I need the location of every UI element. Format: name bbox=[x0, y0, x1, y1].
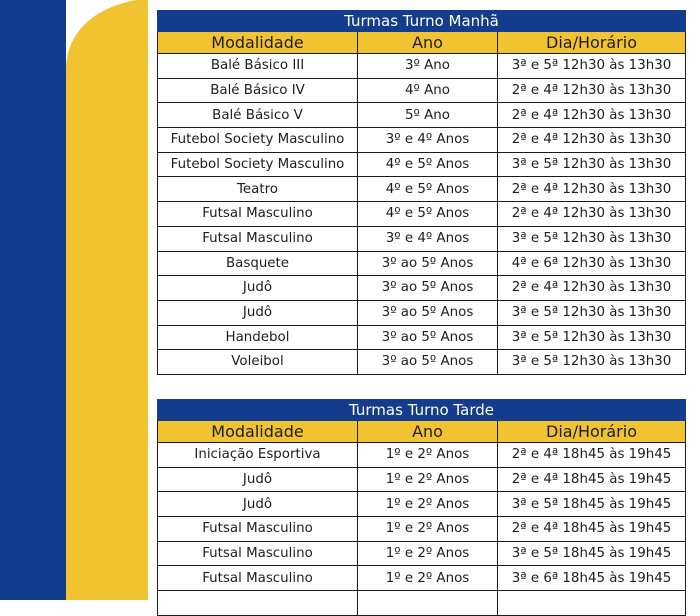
header-modalidade: Modalidade bbox=[158, 32, 358, 54]
cell-ano: 4º Ano bbox=[358, 78, 498, 103]
cell-dia-horario: 3ª e 5ª 12h30 às 13h30 bbox=[498, 300, 686, 325]
table-row bbox=[158, 443, 686, 468]
cell-dia-horario: 3ª e 5ª 18h45 às 19h45 bbox=[498, 541, 686, 566]
cell-ano: 4º e 5º Anos bbox=[358, 177, 498, 202]
cell-modalidade: Balé Básico IV bbox=[158, 78, 358, 103]
cell-ano: 5º Ano bbox=[358, 103, 498, 128]
table-row bbox=[158, 54, 686, 79]
cell-dia-horario: 3ª e 5ª 12h30 às 13h30 bbox=[498, 54, 686, 79]
cell-ano: 3º ao 5º Anos bbox=[358, 251, 498, 276]
header-dia-horario: Dia/Horário bbox=[498, 421, 686, 443]
cell-dia-horario: 3ª e 5ª 12h30 às 13h30 bbox=[498, 350, 686, 375]
header-modalidade: Modalidade bbox=[158, 421, 358, 443]
cell-dia-horario: 3ª e 5ª 12h30 às 13h30 bbox=[498, 325, 686, 350]
afternoon-table-title: Turmas Turno Tarde bbox=[158, 400, 686, 421]
cell-modalidade: Handebol bbox=[158, 325, 358, 350]
cell-ano: 3º ao 5º Anos bbox=[358, 325, 498, 350]
cell-ano: 1º e 2º Anos bbox=[358, 492, 498, 517]
table-row bbox=[158, 177, 686, 202]
afternoon-schedule-table bbox=[157, 399, 686, 616]
cell-dia-horario: 2ª e 4ª 18h45 às 19h45 bbox=[498, 443, 686, 468]
table-row bbox=[158, 202, 686, 227]
cell-modalidade: Futsal Masculino bbox=[158, 517, 358, 542]
table-row bbox=[158, 300, 686, 325]
cell-dia-horario: 3ª e 5ª 18h45 às 19h45 bbox=[498, 492, 686, 517]
morning-schedule-table bbox=[157, 10, 686, 375]
table-row bbox=[158, 566, 686, 591]
cell-dia-horario: 2ª e 4ª 12h30 às 13h30 bbox=[498, 78, 686, 103]
header-ano: Ano bbox=[358, 32, 498, 54]
cell-ano: 1º e 2º Anos bbox=[358, 517, 498, 542]
cell-modalidade: Basquete bbox=[158, 251, 358, 276]
table-row bbox=[158, 325, 686, 350]
table-row bbox=[158, 226, 686, 251]
cell-modalidade: Voleibol bbox=[158, 350, 358, 375]
cell-dia-horario bbox=[498, 591, 686, 616]
cell-ano: 3º ao 5º Anos bbox=[358, 300, 498, 325]
cell-modalidade: Futsal Masculino bbox=[158, 226, 358, 251]
cell-modalidade: Futsal Masculino bbox=[158, 566, 358, 591]
morning-table-title: Turmas Turno Manhã bbox=[158, 11, 686, 32]
table-row bbox=[158, 78, 686, 103]
cell-ano bbox=[358, 591, 498, 616]
table-row bbox=[158, 128, 686, 153]
cell-dia-horario: 2ª e 4ª 12h30 às 13h30 bbox=[498, 103, 686, 128]
cell-ano: 3º e 4º Anos bbox=[358, 226, 498, 251]
cell-dia-horario: 3ª e 5ª 12h30 às 13h30 bbox=[498, 152, 686, 177]
cell-dia-horario: 2ª e 4ª 12h30 às 13h30 bbox=[498, 128, 686, 153]
cell-modalidade: Futsal Masculino bbox=[158, 541, 358, 566]
cell-ano: 4º e 5º Anos bbox=[358, 202, 498, 227]
cell-modalidade: Futebol Society Masculino bbox=[158, 152, 358, 177]
cell-ano: 3º Ano bbox=[358, 54, 498, 79]
cell-ano: 3º e 4º Anos bbox=[358, 128, 498, 153]
table-row bbox=[158, 251, 686, 276]
cell-modalidade: Judô bbox=[158, 467, 358, 492]
table-row bbox=[158, 492, 686, 517]
cell-modalidade: Judô bbox=[158, 276, 358, 301]
cell-modalidade: Judô bbox=[158, 492, 358, 517]
cell-dia-horario: 2ª e 4ª 12h30 às 13h30 bbox=[498, 177, 686, 202]
yellow-curve-band bbox=[66, 0, 148, 600]
cell-ano: 1º e 2º Anos bbox=[358, 443, 498, 468]
cell-dia-horario: 2ª e 4ª 18h45 às 19h45 bbox=[498, 467, 686, 492]
cell-ano: 1º e 2º Anos bbox=[358, 566, 498, 591]
header-ano: Ano bbox=[358, 421, 498, 443]
cell-modalidade: Judô bbox=[158, 300, 358, 325]
cell-ano: 3º ao 5º Anos bbox=[358, 276, 498, 301]
cell-modalidade: Futebol Society Masculino bbox=[158, 128, 358, 153]
cell-dia-horario: 4ª e 6ª 12h30 às 13h30 bbox=[498, 251, 686, 276]
header-dia-horario: Dia/Horário bbox=[498, 32, 686, 54]
cell-ano: 1º e 2º Anos bbox=[358, 541, 498, 566]
cell-dia-horario: 2ª e 4ª 12h30 às 13h30 bbox=[498, 276, 686, 301]
cell-ano: 4º e 5º Anos bbox=[358, 152, 498, 177]
table-row bbox=[158, 103, 686, 128]
cell-ano: 1º e 2º Anos bbox=[358, 467, 498, 492]
cell-ano: 3º ao 5º Anos bbox=[358, 350, 498, 375]
table-row bbox=[158, 350, 686, 375]
cell-modalidade: Futsal Masculino bbox=[158, 202, 358, 227]
table-row bbox=[158, 467, 686, 492]
table-row bbox=[158, 517, 686, 542]
table-row bbox=[158, 541, 686, 566]
cell-modalidade bbox=[158, 591, 358, 616]
table-row bbox=[158, 276, 686, 301]
left-blue-bar bbox=[0, 0, 66, 600]
cell-modalidade: Balé Básico III bbox=[158, 54, 358, 79]
cell-dia-horario: 2ª e 4ª 12h30 às 13h30 bbox=[498, 202, 686, 227]
table-row bbox=[158, 591, 686, 616]
cell-dia-horario: 3ª e 5ª 12h30 às 13h30 bbox=[498, 226, 686, 251]
cell-modalidade: Iniciação Esportiva bbox=[158, 443, 358, 468]
cell-modalidade: Teatro bbox=[158, 177, 358, 202]
cell-dia-horario: 2ª e 4ª 18h45 às 19h45 bbox=[498, 517, 686, 542]
cell-dia-horario: 3ª e 6ª 18h45 às 19h45 bbox=[498, 566, 686, 591]
table-row bbox=[158, 152, 686, 177]
cell-modalidade: Balé Básico V bbox=[158, 103, 358, 128]
